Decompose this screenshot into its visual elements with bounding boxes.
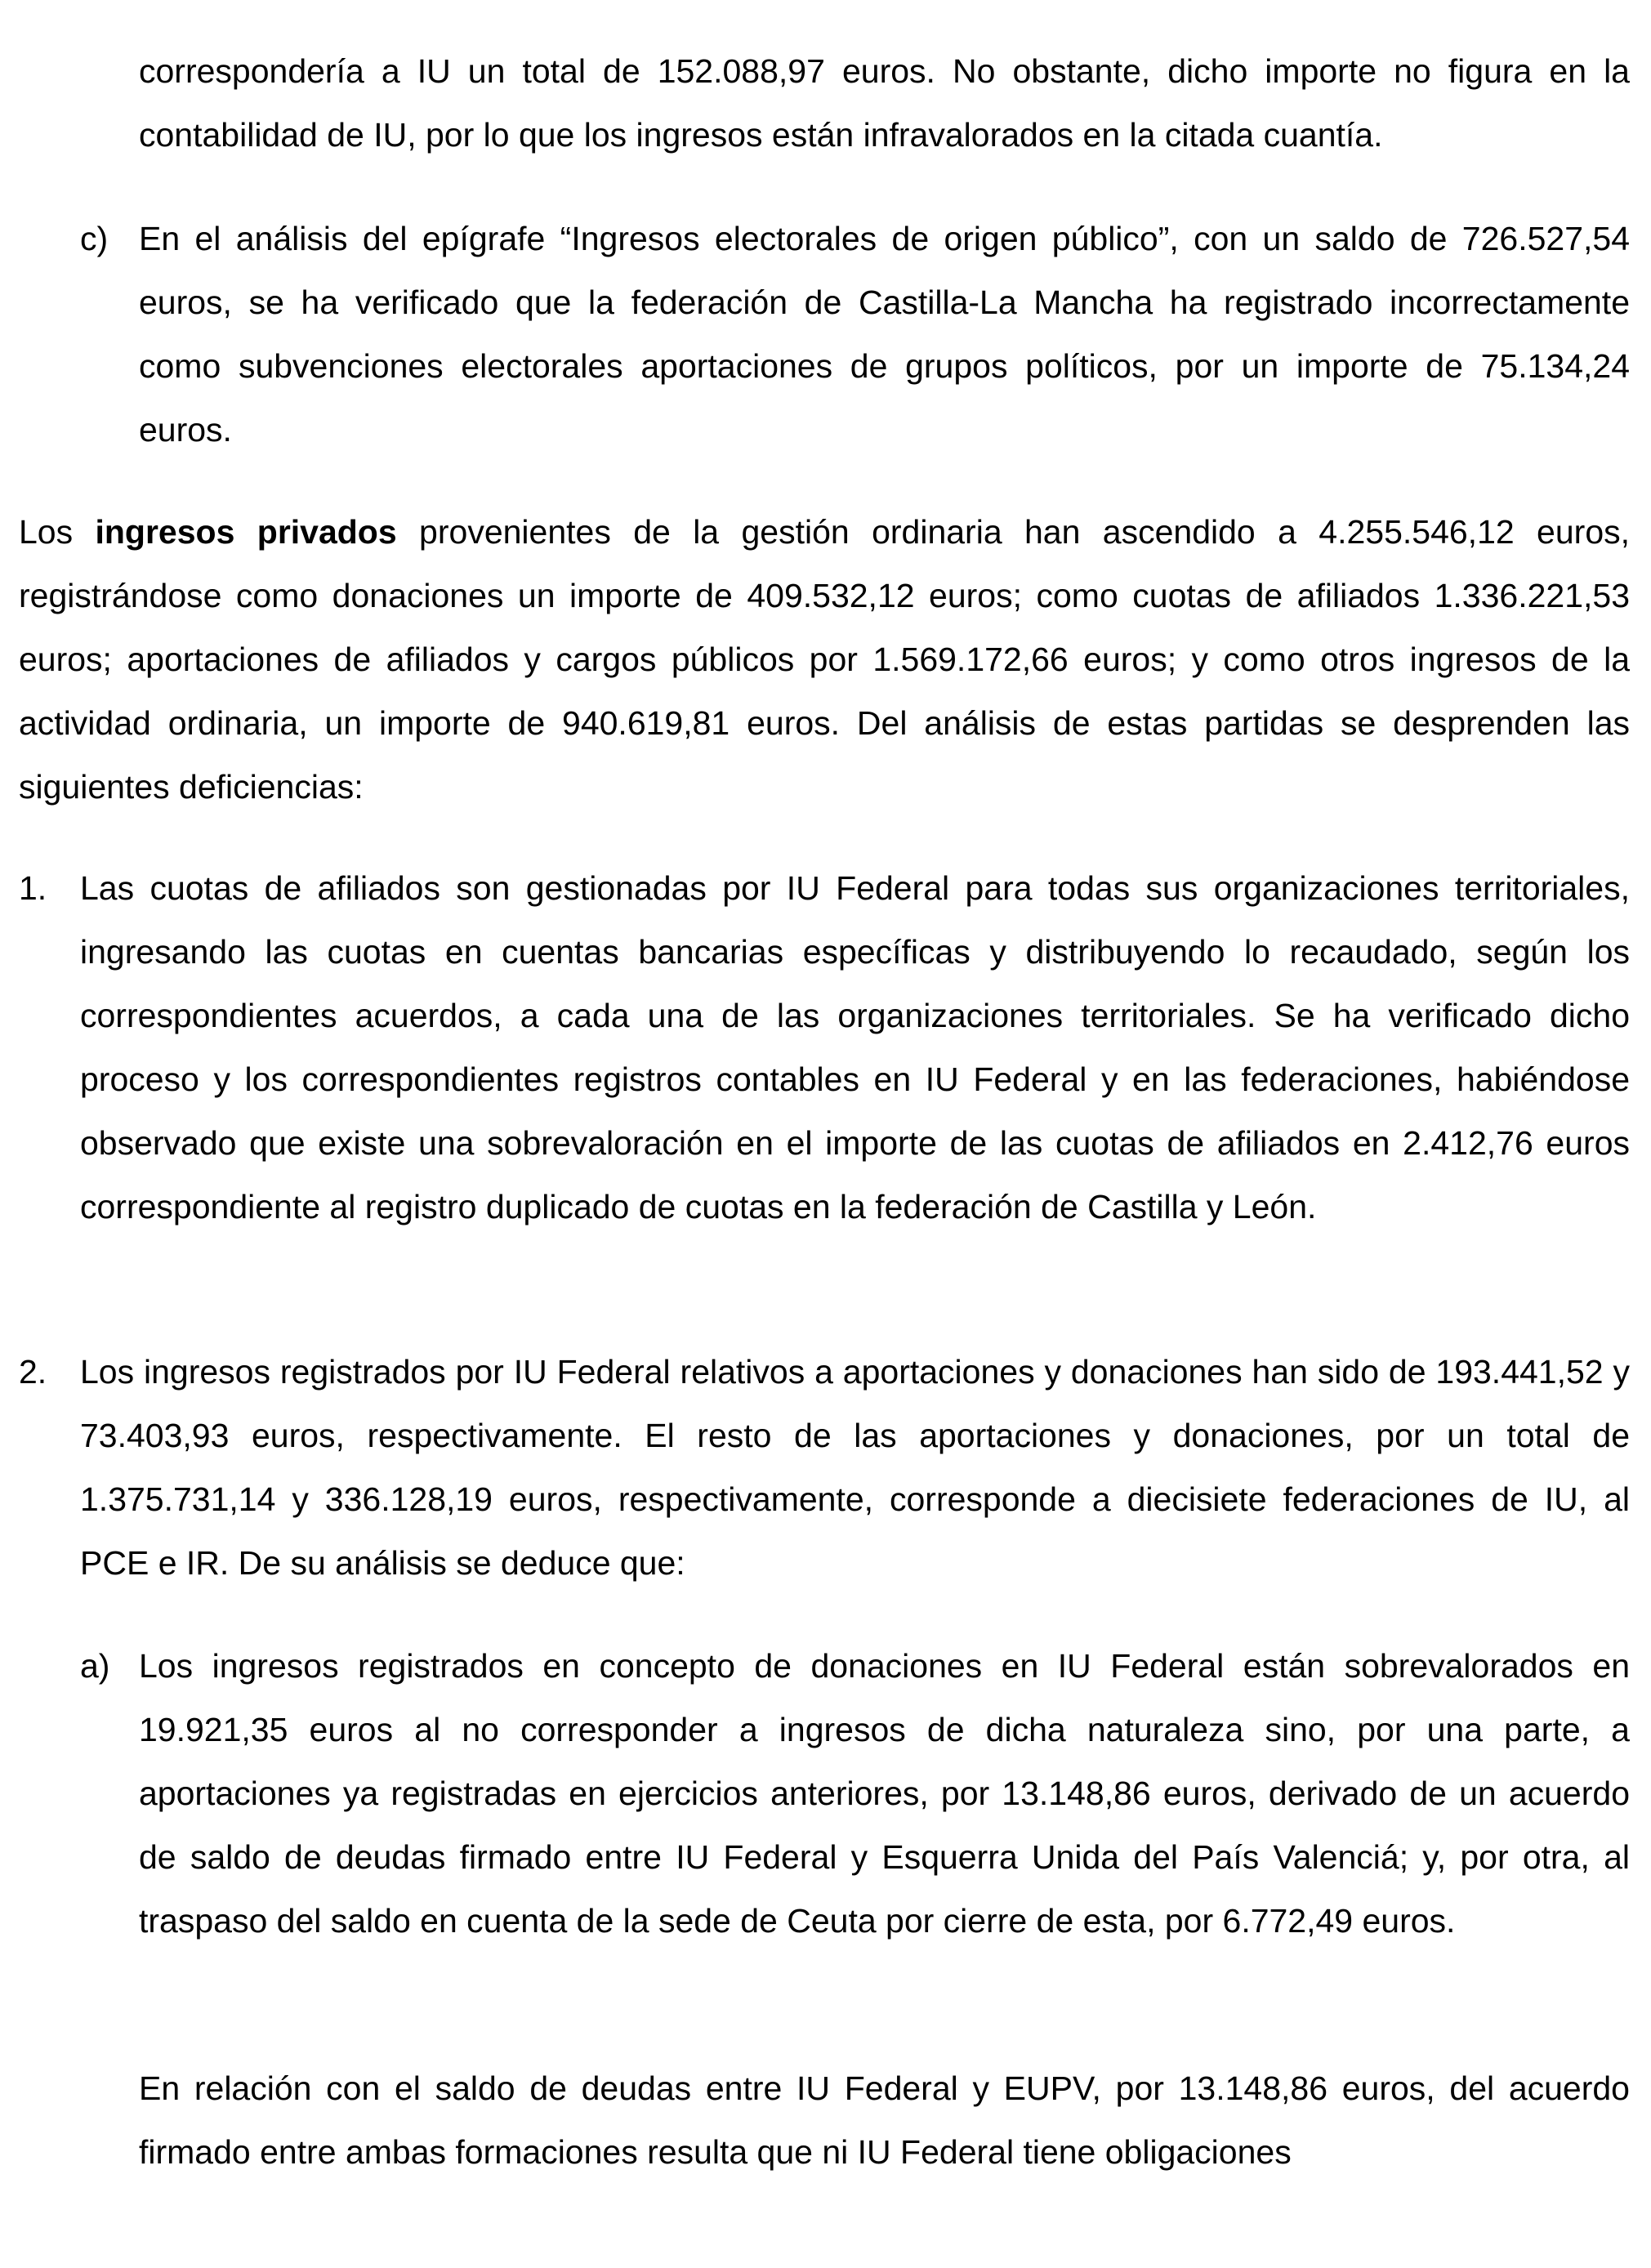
continuation-paragraph: correspondería a IU un total de 152.088,97 euros. No obstante, dicho importe no figura en la contabilidad de IU, por lo que los ingresos están infravalorados en la citada cuantía. (139, 52, 1630, 154)
private-income-bold-term: ingresos privados (95, 513, 397, 551)
list-text-a: Los ingresos registrados en concepto de donaciones en IU Federal están sobrevalorados en 19.921,35 euros al no corresponder a ingresos de dicha naturaleza sino, por una parte, a aportaciones ya registradas en ejercicios anteriores, por 13.148,86 euros, derivado de un acuerdo de saldo de deudas firmado entre IU Federal y Esquerra Unida del País Valenciá; y, por otra, al traspaso del saldo en cuenta de la sede de Ceuta por cierre de esta, por 6.772,49 euros. (139, 1647, 1630, 1940)
list-marker-2: 2. (19, 1353, 47, 1391)
list-text-2: Los ingresos registrados por IU Federal relativos a aportaciones y donaciones han sido de 193.441,52 y 73.403,93 euros, respectivamente. El resto de las aportaciones y donaciones, por un total de 1.375.731,14 y 336.128,19 euros, respectivamente, corresponde a diecisiete federaciones de IU, al PCE e IR. De su análisis se deduce que: (80, 1353, 1630, 1582)
list-text-c: En el análisis del epígrafe “Ingresos electorales de origen público”, con un saldo de 726.527,54 euros, se ha verificado que la federación de Castilla-La Mancha ha registrado incorrectamente como subvenciones electorales aportaciones de grupos políticos, por un importe de 75.134,24 euros. (139, 220, 1630, 449)
list-marker-1: 1. (19, 869, 47, 907)
list-item-c (80, 207, 1630, 462)
list-item-2 (19, 1340, 1630, 1595)
list-text-1: Las cuotas de afiliados son gestionadas por IU Federal para todas sus organizaciones territoriales, ingresando las cuotas en cuentas bancarias específicas y distribuyendo lo recaudado, según los correspondientes acuerdos, a cada una de las organizaciones territoriales. Se ha verificado dicho proceso y los correspondientes registros contables en IU Federal y en las federaciones, habiéndose observado que existe una sobrevaloración en el importe de las cuotas de afiliados en 2.412,76 euros correspondiente al registro duplicado de cuotas en la federación de Castilla y León. (80, 869, 1630, 1226)
list-item-1 (19, 856, 1630, 1239)
list-marker-a: a) (80, 1647, 110, 1685)
private-income-paragraph (19, 500, 1630, 819)
private-income-lead: Los (19, 513, 96, 551)
list-marker-c: c) (80, 220, 109, 257)
private-income-rest: provenientes de la gestión ordinaria han ascendido a 4.255.546,12 euros, registrándose como donaciones un importe de 409.532,12 euros; como cuotas de afiliados 1.336.221,53 euros; aportaciones de afiliados y cargos públicos por 1.569.172,66 euros; y como otros ingresos de la actividad ordinaria, un importe de 940.619,81 euros. Del análisis de estas partidas se desprenden las siguientes deficiencias: (19, 513, 1631, 806)
relation-paragraph: En relación con el saldo de deudas entre IU Federal y EUPV, por 13.148,86 euros, del acuerdo firmado entre ambas formaciones resulta que ni IU Federal tiene obligaciones (139, 2069, 1630, 2171)
list-item-a (80, 1634, 1630, 1953)
